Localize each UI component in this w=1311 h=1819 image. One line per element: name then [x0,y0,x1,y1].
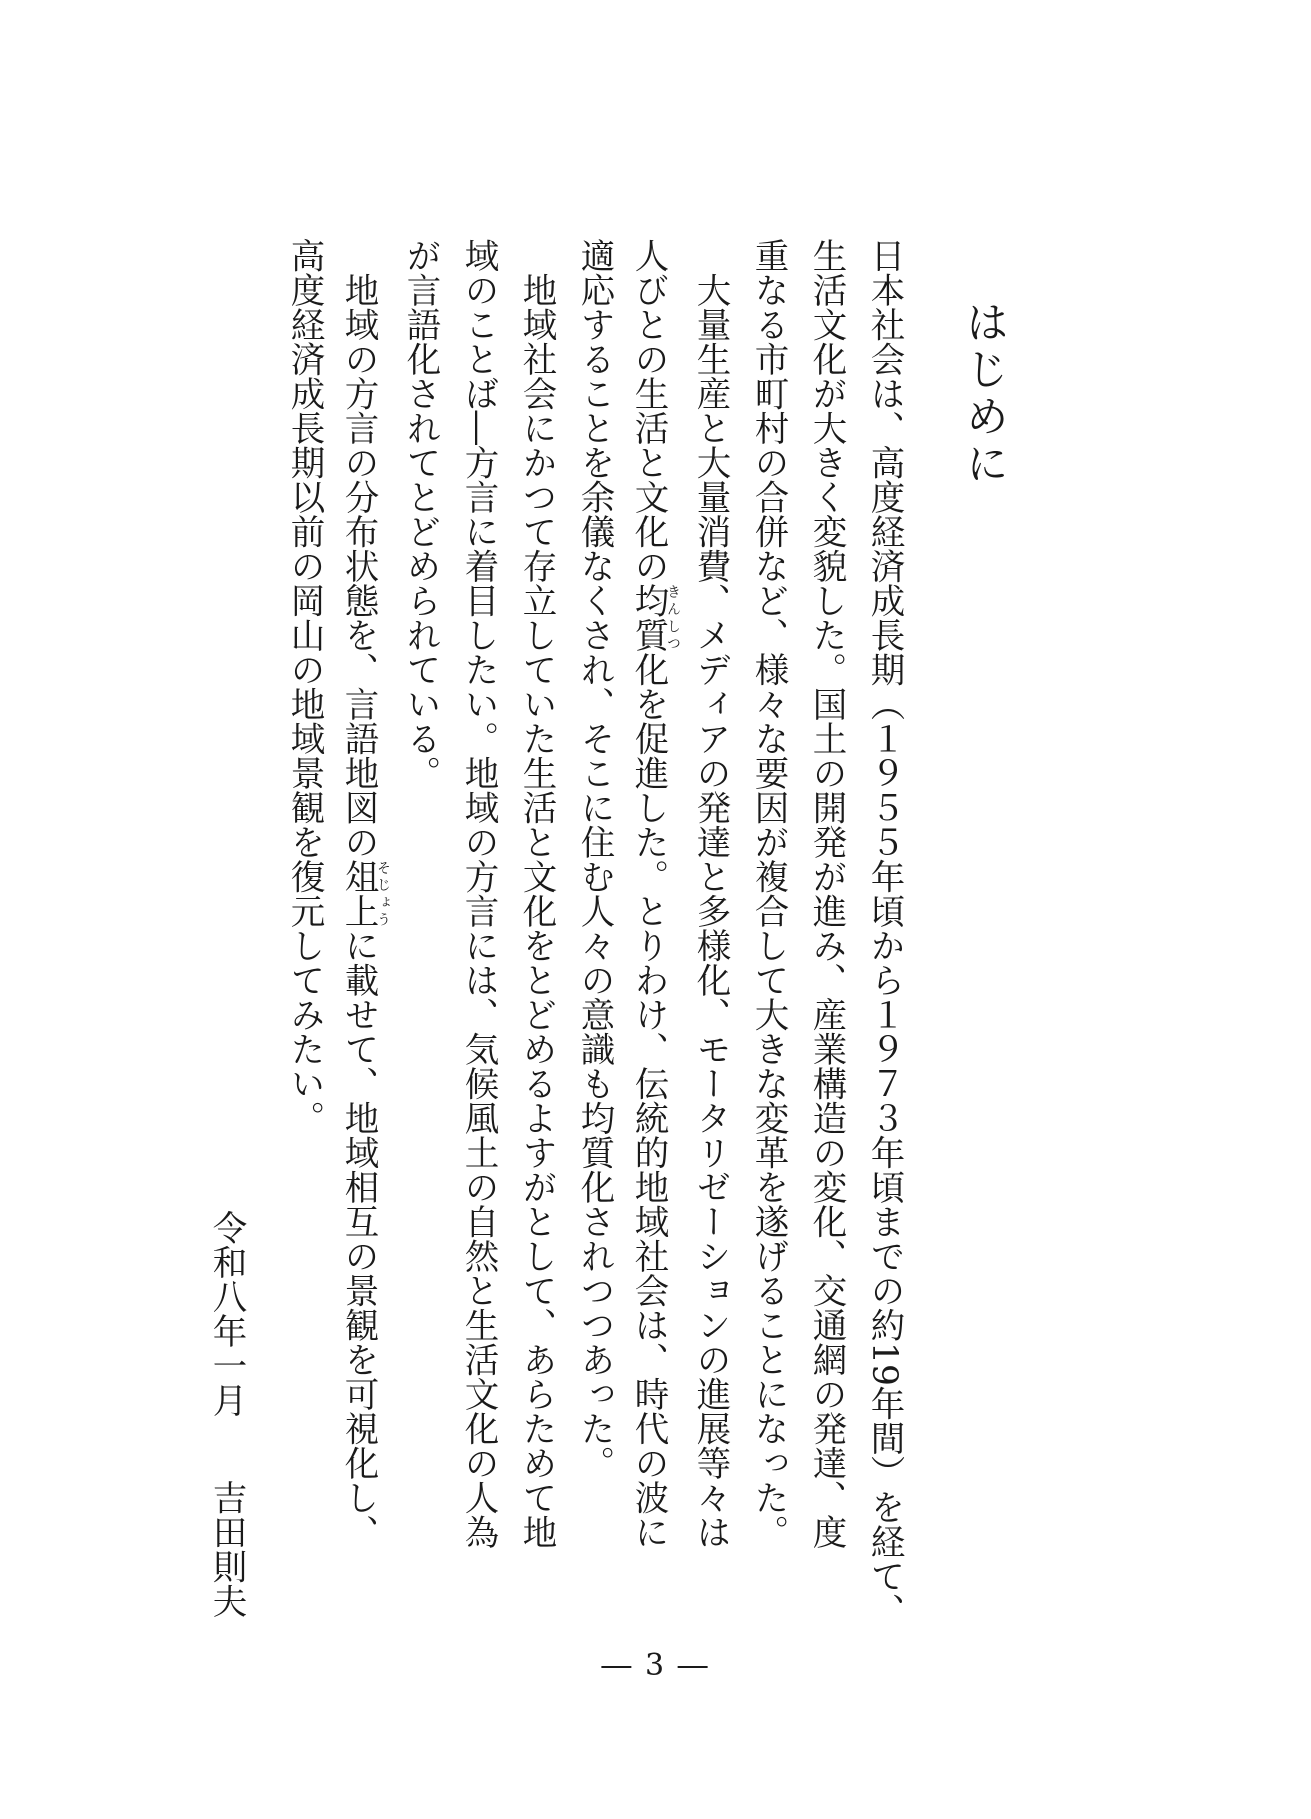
body-line-9: が言語化されてとどめられている。 [400,238,440,790]
body-line-7: 地域社会にかつて存立していた生活と文化をとどめるよすがとして、あらためて地 [516,238,556,1549]
body-line-5-part-2: 化を促進した。とりわけ、伝統的地域社会は、時代の波に [628,652,668,1549]
body-line-10-part-2: に載せて、地域相互の景観を可視化し、 [338,928,378,1549]
body-line-11: 高度経済成長期以前の岡山の地域景観を復元してみたい。 [284,238,324,1135]
body-line-6: 適応することを余儀なくされ、そこに住む人々の意識も均質化されつつあった。 [574,238,614,1480]
ruby-kinshitsu: 均質きんしつ [628,583,681,652]
body-line-2: 生活文化が大きく変貌した。国土の開発が進み、産業構造の変化、交通網の発達、度 [806,238,846,1549]
body-line-5 [624,238,680,1549]
ruby-sojou-reading: そじょう [375,859,391,928]
body-line-4: 大量生産と大量消費、メディアの発達と多様化、モータリゼーションの進展等々は [690,238,730,1549]
body-line-10-part-1: 地域の方言の分布状態を、言語地図の [338,238,378,859]
ruby-kinshitsu-reading: きんしつ [665,583,681,652]
signature-date: 令和八年一月 [206,1210,246,1417]
body-line-8: 域のことば―方言に着目したい。地域の方言には、気候風土の自然と生活文化の人為 [458,238,498,1549]
body-line-1: 日本社会は、高度経済成長期（１９５５年頃から１９７３年頃までの約19年間）を経て、 [864,238,904,1628]
body-line-3: 重なる市町村の合併など、様々な要因が複合して大きな変革を遂げることになった。 [748,238,788,1549]
body-line-5-part-1: 人びとの生活と文化の [628,238,668,583]
ruby-sojou: 俎上そじょう [338,859,391,928]
body-line-10 [334,238,390,1549]
signature-author: 吉田則夫 [206,1480,246,1618]
page-number: ― 3 ― [601,1648,710,1683]
page-title: はじめに [959,300,1009,488]
